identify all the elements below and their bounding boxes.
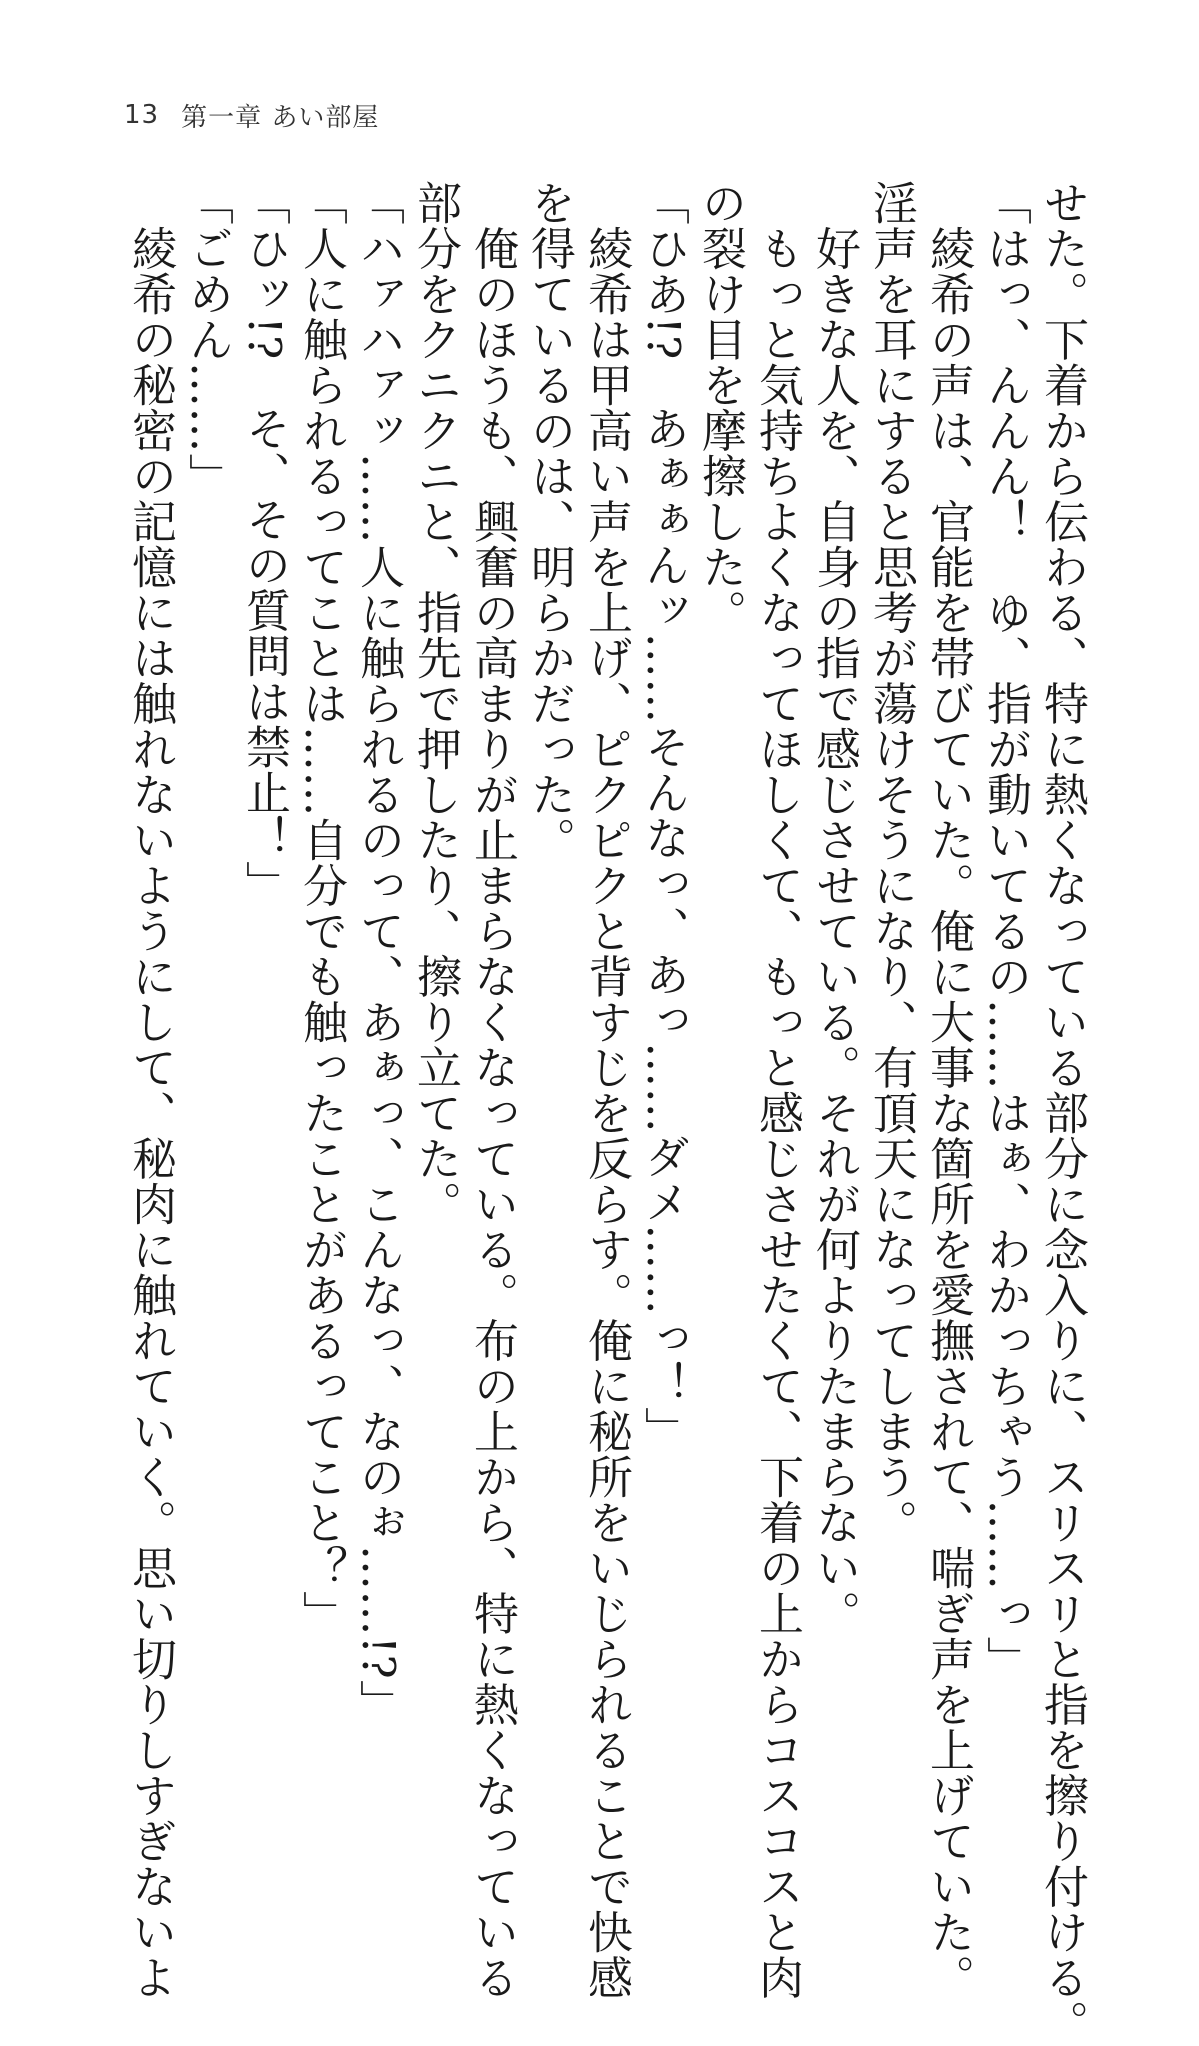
text-line: 淫声を耳にすると思考が蕩けそうになり、有頂天になってしまう。 xyxy=(865,180,918,1545)
text-line: 部分をクニクニと、指先で押したり、擦り立てた。 xyxy=(409,180,462,1227)
text-line: を得ているのは、明らかだった。 xyxy=(523,180,576,863)
text-line: 「ごめん……」 xyxy=(181,180,234,499)
text-line: の裂け目を摩擦した。 xyxy=(694,180,747,635)
text-line: 綾希の秘密の記憶には触れないようにして、秘肉に触れていく。思い切りしすぎないよ xyxy=(124,180,177,2000)
text-line: 綾希の声は、官能を帯びていた。俺に大事な箇所を愛撫されて、喘ぎ声を上げていた。 xyxy=(922,180,975,2000)
vertical-body-text xyxy=(124,180,1091,2046)
text-line: 「ひあ!? あぁぁんッ……そんなっ、あっ……ダメ……っ！」 xyxy=(637,180,690,1452)
text-line: 「ひッ!? そ、その質問は禁止！」 xyxy=(238,180,291,906)
page-number: 13 xyxy=(124,100,160,130)
text-line: 「はっ、んんん！ ゆ、指が動いてるの……はぁ、わかっちゃう……っ」 xyxy=(979,180,1032,1682)
text-line: もっと気持ちよくなってほしくて、もっと感じさせたくて、下着の上からコスコスと肉 xyxy=(751,180,804,2000)
chapter-title: 第一章 あい部屋 xyxy=(181,102,380,133)
text-line: せた。下着から伝わる、特に熱くなっている部分に念入りに、スリスリと指を擦り付ける。 xyxy=(1036,180,1089,2046)
text-line: 「ハァハァッ……人に触られるのって、あぁっ、こんなっ、なのぉ……!?」 xyxy=(352,180,405,1725)
text-line: 好きな人を、自身の指で感じさせている。それが何よりたまらない。 xyxy=(808,180,861,1636)
running-header xyxy=(124,95,379,135)
text-line: 俺のほうも、興奮の高まりが止まらなくなっている。布の上から、特に熱くなっている xyxy=(466,180,519,2000)
text-line: 綾希は甲高い声を上げ、ピクピクと背すじを反らす。俺に秘所をいじられることで快感 xyxy=(580,180,633,2000)
text-line: 「人に触られるってことは……自分でも触ったことがあるってこと？」 xyxy=(295,180,348,1636)
